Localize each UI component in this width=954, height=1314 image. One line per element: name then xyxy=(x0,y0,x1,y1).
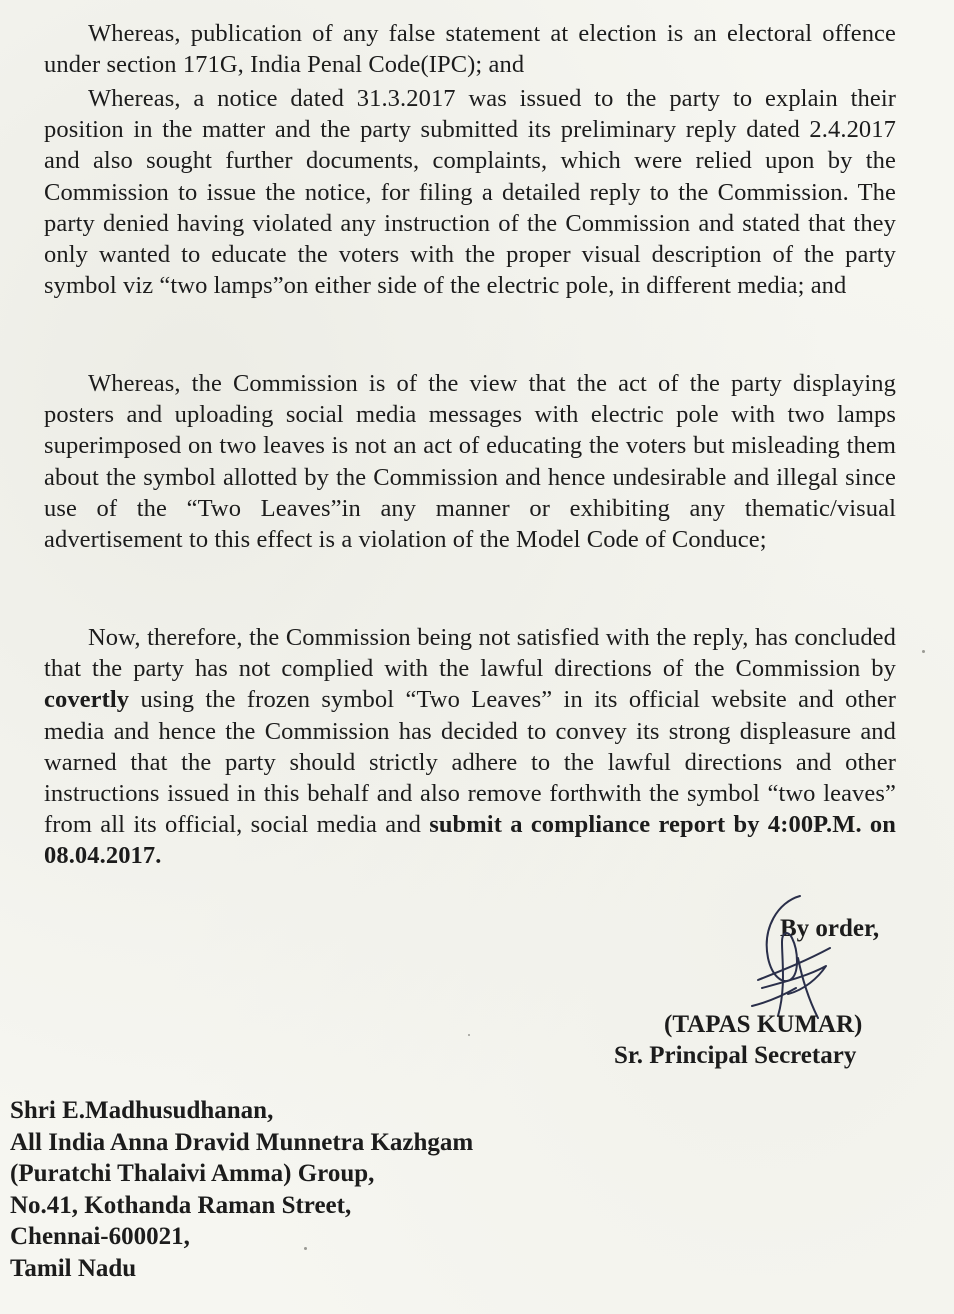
paragraph-commission-view xyxy=(44,368,896,555)
signatory-name: (TAPAS KUMAR) xyxy=(664,1011,863,1038)
paper-speck xyxy=(304,1247,307,1250)
paragraph-ipc-offence xyxy=(44,18,896,80)
address-line: Shri E.Madhusudhanan, xyxy=(10,1097,274,1124)
paragraph-text: Whereas, a notice dated 31.3.2017 was issued to the party to explain their position in the matter and the party submitted its preliminary reply dated 2.4.2017 and also sought further documents, complaints, which were relied upon by the Commission to issue the notice, for filing a detailed reply to the Commission. The party denied having violated any instruction of the Commission and stated that they only wanted to educate the voters with the proper visual description of the party symbol viz “two lamps”on either side of the electric pole, in different media; and xyxy=(44,85,896,300)
handwritten-signature xyxy=(738,888,848,1028)
decision-bold-covertly: covertly xyxy=(44,686,130,714)
address-line: All India Anna Dravid Munnetra Kazhgam xyxy=(10,1128,474,1156)
paragraph-text: Whereas, publication of any false statement at election is an electoral offence under section 171G, India Penal Code(IPC); and xyxy=(44,20,896,79)
decision-text-part1: Now, therefore, the Commission being not satisfied with the reply, has concluded that the party has not complied with the lawful directions of the Commission by xyxy=(44,624,896,683)
decision-text-part2: using the frozen symbol “Two Leaves” in its official website and other media and hence the Commission has decided to convey its strong displeasure and warned that the party should strictly adhere to the lawful directions and other instructions issued in this behalf and also remove forthwith the symbol “two leaves” from all its official, social media and xyxy=(44,686,896,839)
address-line: Chennai-600021, xyxy=(10,1223,190,1250)
paragraph-text xyxy=(44,622,896,872)
signatory-designation: Sr. Principal Secretary xyxy=(614,1042,857,1069)
paragraph-decision xyxy=(44,622,896,872)
paper-speck xyxy=(468,1034,470,1036)
decision-bold-deadline: submit a compliance report by 4:00P.M. on 08.04.2017. xyxy=(44,811,897,870)
address-line: Tamil Nadu xyxy=(10,1254,137,1282)
address-line: No.41, Kothanda Raman Street, xyxy=(10,1191,352,1219)
recipient-address xyxy=(10,1095,473,1284)
paragraph-notice xyxy=(44,83,896,301)
address-line: (Puratchi Thalaivi Amma) Group, xyxy=(10,1160,375,1187)
paragraph-text: Whereas, the Commission is of the view that the act of the party displaying posters and uploading social media messages with electric pole with two lamps superimposed on two leaves is not an act of educating the voters but misleading them about the symbol allotted by the Commission and hence undesirable and illegal since use of the “Two Leaves”in any manner or exhibiting any thematic/visual advertisement to this effect is a violation of the Model Code of Conduce; xyxy=(44,370,896,554)
paper-speck xyxy=(922,650,925,653)
by-order-label: By order, xyxy=(780,915,880,942)
